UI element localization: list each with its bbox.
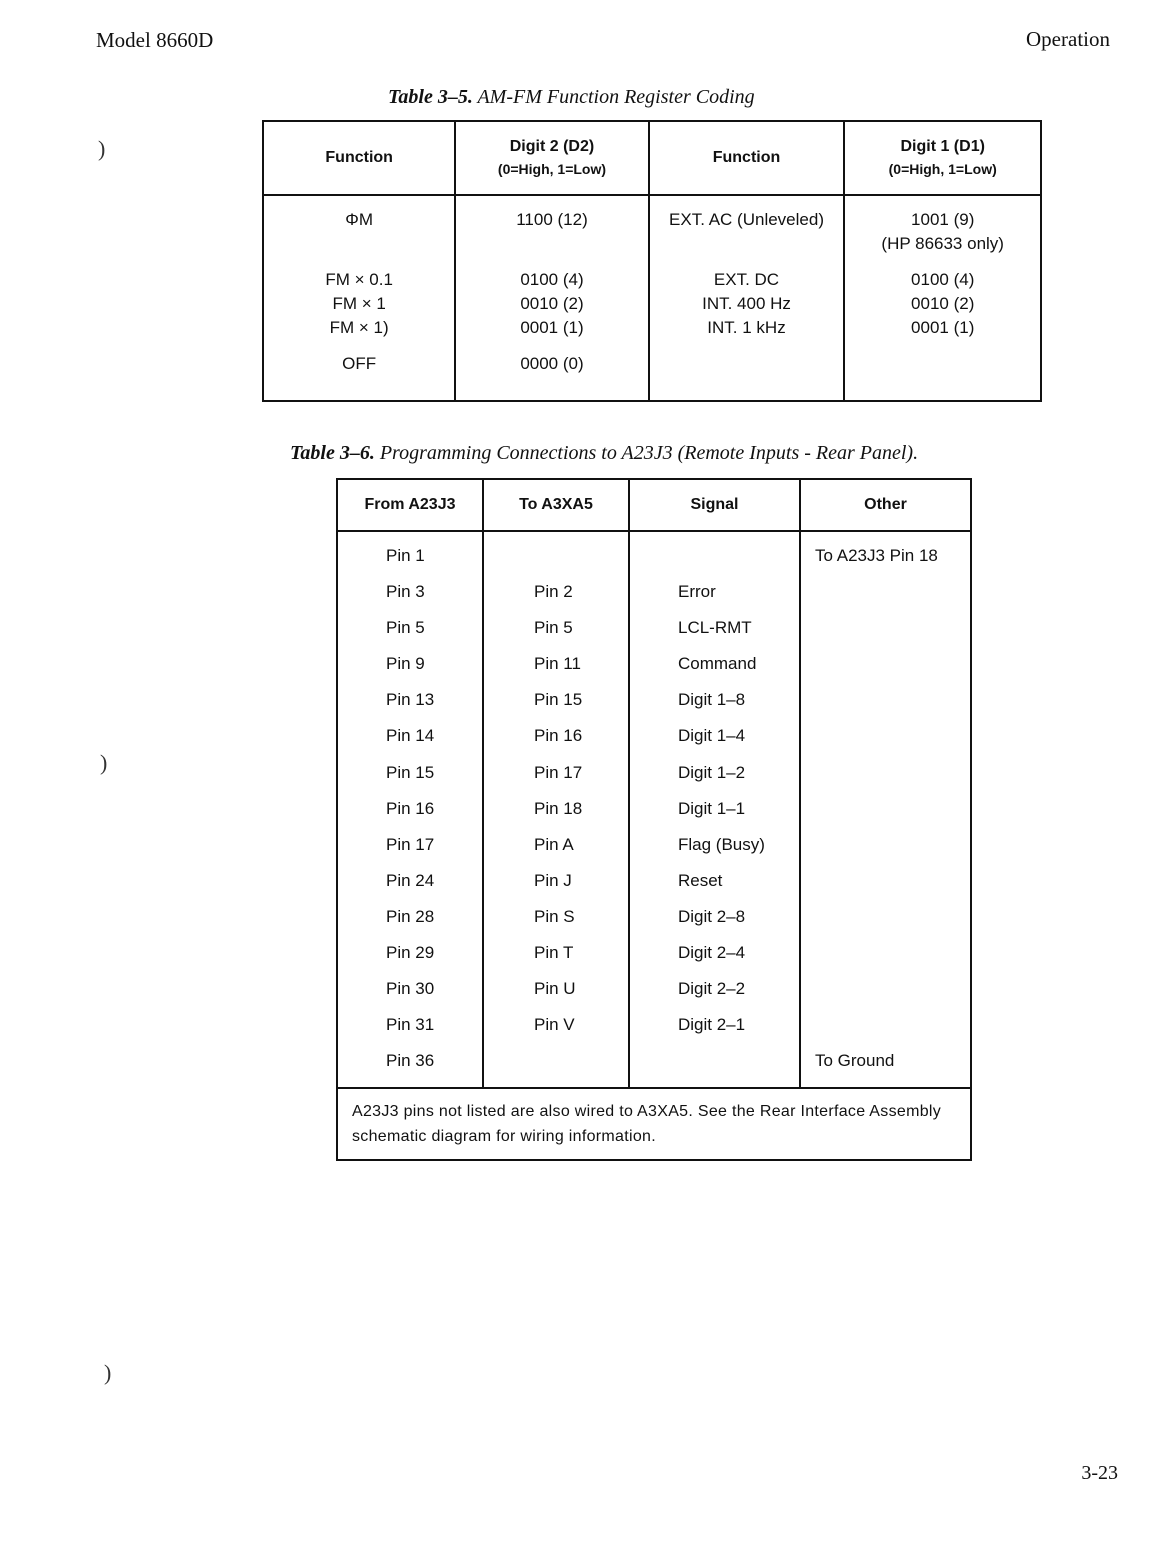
table1-caption-number: Table 3–5. xyxy=(388,86,473,108)
table1-header-digit2-label: Digit 2 (D2) xyxy=(509,138,595,155)
table2-cell-other xyxy=(801,831,970,867)
table2-col-from xyxy=(337,531,483,1088)
table2-cell-from: Pin 30 xyxy=(386,979,435,999)
table2-cell-to: Pin 15 xyxy=(534,690,583,710)
table2-cell-other xyxy=(801,975,970,1011)
table2-header-to: To A3XA5 xyxy=(483,479,629,531)
table2-cell-to: Pin 2 xyxy=(534,582,573,602)
table1-cell: FM × 0.1 xyxy=(325,270,393,289)
table2-header-from: From A23J3 xyxy=(337,479,483,531)
table2-caption-title: Programming Connections to A23J3 (Remote Inputs - Rear Panel). xyxy=(379,442,919,464)
table2-cell-from: Pin 15 xyxy=(386,762,435,782)
table2-note-row xyxy=(337,1088,971,1160)
table1-cell: FM × 1) xyxy=(329,318,389,337)
table2-cell-signal: Digit 2–2 xyxy=(678,979,746,999)
table2-cell-from: Pin 13 xyxy=(386,690,435,710)
table1-caption-title: AM-FM Function Register Coding xyxy=(477,86,755,108)
table2-cell-from: Pin 28 xyxy=(386,906,435,926)
table2-cell-from: Pin 36 xyxy=(386,1051,435,1071)
table2-cell-signal: Command xyxy=(678,654,757,674)
table1-cell: INT. 400 Hz xyxy=(702,294,791,313)
header-section: Operation xyxy=(1026,27,1110,51)
table2-cell-signal: Digit 1–8 xyxy=(678,690,746,710)
table2-cell-from: Pin 29 xyxy=(386,943,435,963)
table2-caption-number: Table 3–6. xyxy=(290,442,375,464)
table2-header-signal: Signal xyxy=(629,479,800,531)
table1-cell: 0000 (0) xyxy=(520,354,584,373)
table2-cell-other xyxy=(801,650,970,686)
table1-cell: ΦM xyxy=(345,210,374,229)
table2-cell-from: Pin 3 xyxy=(386,582,425,602)
table1-header-digit1-sub: (0=High, 1=Low) xyxy=(888,161,997,177)
table2-header-other: Other xyxy=(800,479,971,531)
table2-cell-from: Pin 24 xyxy=(386,870,435,890)
table1-cell: 0010 (2) xyxy=(911,294,975,313)
table2-cell-to: Pin 16 xyxy=(534,726,583,746)
table1-header-digit2 xyxy=(455,121,648,195)
table1-cell: OFF xyxy=(342,354,377,373)
table2-cell-from: Pin 1 xyxy=(386,546,425,565)
table2-cell-signal: Digit 2–1 xyxy=(678,1015,746,1035)
table1-cell: 0100 (4) xyxy=(520,270,584,289)
table2-cell-to: Pin J xyxy=(534,870,572,890)
page-number: 3-23 xyxy=(1081,1462,1118,1484)
table2-cell-to: Pin 11 xyxy=(534,654,581,674)
table1-cell: EXT. DC xyxy=(713,270,780,289)
table1-col-digit1 xyxy=(844,195,1041,401)
margin-mark: ) xyxy=(104,1360,112,1385)
am-fm-coding-table xyxy=(262,120,1042,402)
table2-note: A23J3 pins not listed are also wired to A3XA5. See the Rear Interface Assembly schematic diagram for wiring information. xyxy=(337,1088,971,1160)
table1-header-digit1 xyxy=(844,121,1041,195)
table2-cell-signal: Digit 2–4 xyxy=(678,943,746,963)
table2-cell-to: Pin V xyxy=(534,1015,575,1035)
table1-cell: 0100 (4) xyxy=(911,270,975,289)
table1-cell: (HP 86633 only) xyxy=(881,234,1004,253)
table2-cell-to: Pin 17 xyxy=(534,762,583,782)
table1-cell: 1100 (12) xyxy=(516,210,588,229)
table2-cell-signal xyxy=(630,1047,799,1083)
table1-cell: 0001 (1) xyxy=(520,318,584,337)
header-model: Model 8660D xyxy=(96,28,214,52)
table2-cell-other xyxy=(801,1011,970,1047)
table2-cell-other: To Ground xyxy=(815,1051,895,1071)
table1-cell: FM × 1 xyxy=(332,294,386,313)
table2-cell-other xyxy=(801,614,970,650)
margin-mark: ) xyxy=(100,750,108,775)
table2-cell-other xyxy=(801,939,970,975)
table1-col-digit2 xyxy=(455,195,648,401)
table1-header-digit2-sub: (0=High, 1=Low) xyxy=(497,161,607,177)
table2-body-row xyxy=(337,531,971,1088)
table2-cell-signal: Digit 1–4 xyxy=(678,726,746,746)
table2-col-to xyxy=(483,531,629,1088)
table2-cell-other xyxy=(801,722,970,758)
table1-cell: 1001 (9) xyxy=(911,210,975,229)
table2-cell-other xyxy=(801,686,970,722)
table2-cell-from: Pin 5 xyxy=(386,618,425,638)
table2-caption xyxy=(290,442,918,465)
table1-cell: 0010 (2) xyxy=(520,294,584,313)
margin-mark: ) xyxy=(98,136,106,161)
table1-header-digit1-label: Digit 1 (D1) xyxy=(900,138,985,155)
table2-cell-from: Pin 31 xyxy=(386,1015,435,1035)
table2-cell-signal: Error xyxy=(678,582,716,602)
table2-cell-signal: Reset xyxy=(678,870,723,890)
table2-cell-signal: LCL-RMT xyxy=(678,618,752,638)
table2-col-signal xyxy=(629,531,800,1088)
table1-cell xyxy=(845,352,1040,376)
table2-cell-to: Pin T xyxy=(534,943,574,963)
table1-header-row xyxy=(263,121,1041,195)
table1-cell xyxy=(650,352,844,376)
table2-cell-signal: Digit 1–2 xyxy=(678,762,746,782)
table1-cell xyxy=(650,232,844,256)
table1-cell xyxy=(264,232,454,256)
table2-cell-to: Pin U xyxy=(534,979,576,999)
table2-cell-to: Pin 5 xyxy=(534,618,573,638)
table2-cell-from: Pin 9 xyxy=(386,654,425,674)
table2-cell-to xyxy=(484,542,628,578)
table2-cell-other xyxy=(801,795,970,831)
table2-cell-other xyxy=(801,759,970,795)
table1-cell: EXT. AC (Unleveled) xyxy=(669,210,824,229)
table1-caption xyxy=(388,86,755,109)
table2-cell-other xyxy=(801,578,970,614)
table2-col-other xyxy=(800,531,971,1088)
table2-cell-from: Pin 17 xyxy=(386,834,435,854)
table2-cell-from: Pin 14 xyxy=(386,726,435,746)
table2-cell-signal: Flag (Busy) xyxy=(678,834,765,854)
table1-header-function-b: Function xyxy=(649,121,845,195)
table2-cell-other: To A23J3 Pin 18 xyxy=(815,546,938,565)
table2-header-row xyxy=(337,479,971,531)
table1-header-function-a: Function xyxy=(263,121,455,195)
table2-cell-to: Pin S xyxy=(534,906,575,926)
table1-cell xyxy=(456,232,647,256)
table2-cell-other xyxy=(801,867,970,903)
programming-connections-table xyxy=(336,478,972,1161)
table1-cell: 0001 (1) xyxy=(911,318,975,337)
table2-cell-other xyxy=(801,903,970,939)
table1-col-function-a xyxy=(263,195,455,401)
table2-cell-to: Pin 18 xyxy=(534,798,583,818)
table2-cell-to: Pin A xyxy=(534,834,574,854)
table2-cell-signal xyxy=(630,542,799,578)
table1-col-function-b xyxy=(649,195,845,401)
table2-cell-signal: Digit 2–8 xyxy=(678,906,746,926)
table1-body-row xyxy=(263,195,1041,401)
table2-cell-to xyxy=(484,1047,628,1083)
table2-cell-from: Pin 16 xyxy=(386,798,435,818)
table2-cell-signal: Digit 1–1 xyxy=(678,798,746,818)
table1-cell: INT. 1 kHz xyxy=(707,318,786,337)
